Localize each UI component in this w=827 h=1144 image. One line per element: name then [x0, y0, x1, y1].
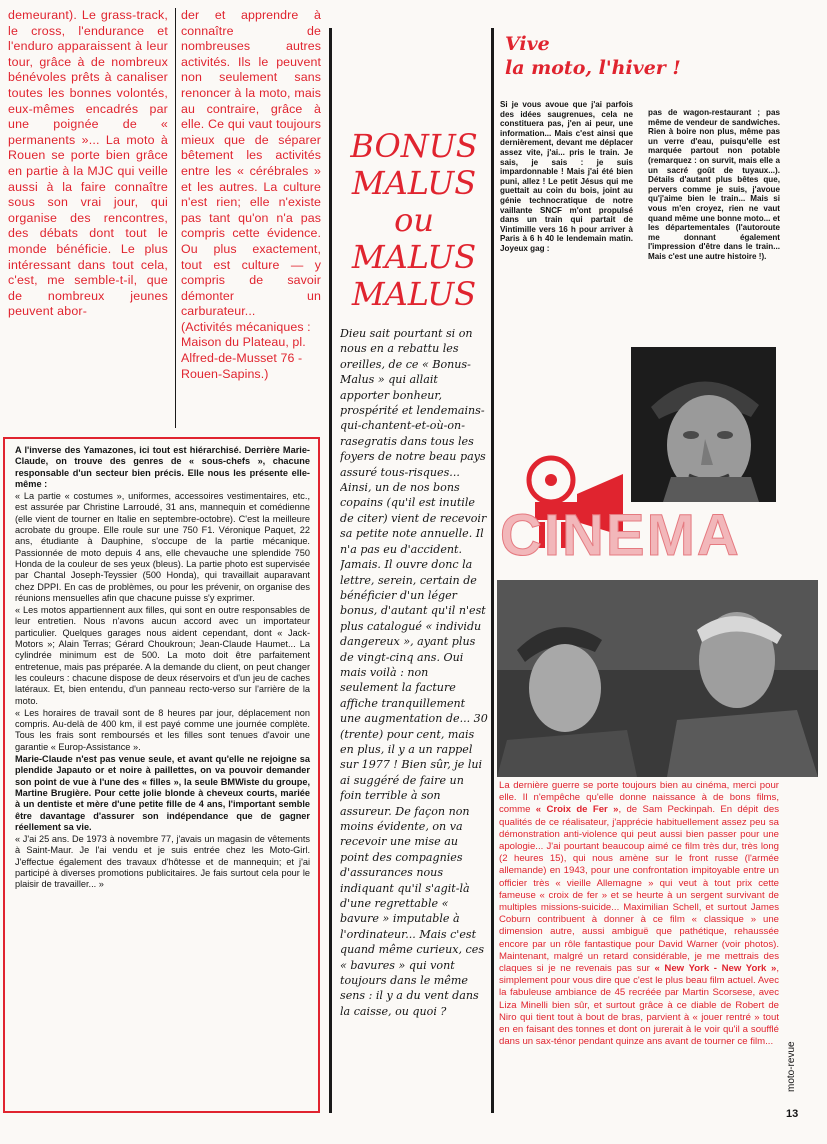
vive-text-right [648, 108, 780, 334]
film-title: « Croix de Fer » [535, 804, 619, 816]
box-paragraph: « La partie « costumes », uniformes, accessoires vestimentaires, etc., est assurée par Christine Larroudé, 31 ans, mannequin et comédienne (elle vient de tourner en Italie en septembre-octobre). C'est la meilleure acrobate du groupe. Elle roule sur une 750 F1. Véronique Paquet, 22 ans, étudiante à Dauphine, s'occupe de la partie mécanique. Passionnée de moto depuis 4 ans, elle chevauche une splendide 750 Honda de la couleur de ses yeux (bleus). La partie photo est supervisée par Chantal Joseph-Teyssier (500 Honda), qui travaillait auparavant chez DPPI. En cas de problèmes, ou pour les prévenir, on organise des réunions mensuelles afin que chacune puisse s'y exprimer. [15, 491, 310, 603]
address-text: (Activités mécaniques : Maison du Plateau, pl. Alfred-de-Musset 76 - Rouen-Sapins.) [181, 319, 311, 381]
cinema-logo-text: CINEMA [500, 503, 741, 568]
page-number: 13 [786, 1108, 799, 1120]
bonus-malus-title [336, 128, 492, 313]
column-divider [491, 28, 494, 1113]
title-line: MALUS [351, 164, 477, 202]
article-text: Dieu sait pourtant si on nous en a rebattu les oreilles, de ce « Bonus-Malus » qui allait apporter bonheur, prospérité et lendemains-qui-chantent-et-où-on-rasegratis dans tous les foyers de notre beau pays assuré tous-risques... Ainsi, un de nos bons copains (qu'il est inutile de citer) vient de recevoir sa petite note annuelle. Il n'a pas eu d'accident. Jamais. Il ouvre donc la lettre, serein, certain de bénéficier d'un léger bonus, d'autant qu'il n'est plus catalogué « individu dangereux », ayant plus de vingt-cinq ans. Oui mais voilà : non seulement la facture affiche tranquillement une augmentation de... 30 (trente) pour cent, mais en plus, il y a un rappel sur 1977 ! Bien sûr, je lui ai suggéré de faire un foin terrible à son assureur. De façon non moins évidente, on va recevoir une mise au point des compagnies d'assurances nous indiquant qu'il s'agit-là d'une regrettable « bavure » imputable à l'ordinateur... Mais c'est quand même curieux, ces « bavures » qui vont toujours dans le même sens : il y a du vent dans la caisse, ou quoi ? [340, 327, 488, 1018]
sidebar-box [3, 437, 320, 1113]
article-text: der et apprendre à connaître de nombreuses autres activités. Ils le peuvent non seulement sans renoncer à la moto, mais au contraire, grâce à elle. Ce qui vaut toujours mieux que de séparer bêtement les activités entre les « cérébrales » et les autres. La culture n'est rien; elle n'existe pas tant qu'on n'a pas compris cette évidence. Ou plus exactement, tout est culture — y compris de savoir démonter un carburateur... [181, 8, 321, 319]
article-text: demeurant). Le grass-track, le cross, l'endurance et l'enduro apparaissent à leur tour, grâce à de nombreux bénévoles prêts à canaliser toutes les bonnes volontés, eux-mêmes encadrés par une poignée de « permanents »... La moto à Rouen se porte bien grâce en partie à la MJC qui veille aussi à la faire connaître sous son vrai jour, qui organise des rencontres, des débats dont tout le monde bénéficie. Le plus intéressant dans tout cela, c'est, me semble-t-il, que de nombreux jeunes peuvent abor- [8, 8, 168, 319]
title-line: MALUS [351, 238, 477, 276]
article-text: Si je vous avoue que j'ai parfois des idées saugrenues, cela ne constituera pas, j'en ai peur, une information... Mais c'est ainsi que dernièrement, devant me déplacer assez vite, j'ai... pris le train. Je sais, je sais : je suis impardonnable ! Mais j'ai été bien puni, allez ! Le petit Jésus qui me guettait au coin du bois, joint au génie technocratique de notre vaillante SNCF m'ont propulsé dans un train qui partait de Vintimille vers 16 h pour arriver à Paris à 6 h 40 le lendemain matin. Joyeux gag : [500, 100, 633, 253]
soldiers-illustration [497, 580, 818, 777]
title-line: la moto, l'hiver ! [505, 57, 681, 79]
magazine-name: moto-revue [786, 1041, 797, 1092]
film-still-photo [497, 580, 818, 777]
article-column-b [181, 8, 321, 432]
portrait-illustration [631, 347, 776, 502]
box-paragraph: « Les horaires de travail sont de 8 heures par jour, déplacement non compris. Au-delà de 400 km, il est payé comme une journée complète. Tous les frais sont remboursés et les filles sont tenues d'avoir une garantie « Europ-Assistance ». [15, 707, 310, 752]
title-line: Vive [505, 33, 550, 55]
cinema-text [499, 780, 779, 1114]
box-paragraph: « J'ai 25 ans. De 1973 à novembre 77, j'avais un magasin de vêtements à Saint-Maur. Je l'ai vendu et je suis entrée chez les Moto-Girl. J'effectue également des travaux d'hôtesse et de mannequin; et j'ai participé à diverses promotions publicitaires. Je fais surtout cela pour le plaisir de travailler... » [15, 834, 310, 890]
film-still-photo [631, 347, 776, 502]
cinema-text-part: , simplement pour vous dire que c'est le plus beau film actuel. Avec la fabuleuse ambiance de 45 recréée par Martin Scorsese, avec Liza Minelli bien sûr, et surtout grâce à ce diable de Robert de Niro qui tient tout à bout de bras, parvient à « jouer rentré » tout en en faisant des tonnes et dont on jurerait à le voir qu'il a soufflé dans un sax-ténor pendant quinze ans avant de tourner ce film... [499, 963, 779, 1048]
title-line: BONUS [350, 127, 478, 165]
title-line: MALUS [351, 275, 477, 313]
article-text: pas de wagon-restaurant ; pas même de vendeur de sandwiches. Rien à boire non plus, même pas un verre d'eau, puisqu'elle est marquée partout non potable (remarquez : on survit, mais elle a un sacré goût de tuyaux...). Détails d'autant plus bêtes que, pervers comme je suis, j'avoue qu'j'aime bien le train... Mais si vous m'en croyez, rien ne vaut quand même une bonne moto... et les départementales (l'autoroute me donnant également l'impression d'être dans le train... Mais c'est une autre histoire !). [648, 108, 780, 261]
column-divider [329, 28, 332, 1113]
film-title: « New York - New York » [654, 963, 777, 975]
cinema-text-part: La dernière guerre se porte toujours bien au cinéma, merci pour elle. Il n'empêche qu'elle donne naissance à de bons films, comme [499, 780, 779, 816]
vive-la-moto-title [505, 32, 805, 80]
vive-text-left [500, 100, 633, 334]
title-line: ou [394, 201, 434, 239]
box-intro: A l'inverse des Yamazones, ici tout est hiérarchisé. Derrière Marie-Claude, on trouve des genres de « sous-chefs », chacune responsable d'un secteur bien précis. Elle nous les présente elle-même : [15, 445, 310, 489]
box-paragraph-bold: Marie-Claude n'est pas venue seule, et avant qu'elle ne rejoigne sa plendide Japauto or et noire à paillettes, on va pouvoir demander son point de vue à l'une des « filles », la seule BMWiste du groupe, Martine Brugière. Pour cette jolie blonde à cheveux courts, mariée à un dentiste et mère d'une petite fille de 4 ans, l'important semble être davantage d'assurer son indépendance que de gagner réellement sa vie. [15, 754, 310, 832]
bonus-malus-text [340, 326, 488, 1116]
column-divider [175, 8, 176, 428]
box-paragraph: « Les motos appartiennent aux filles, qui sont en outre responsables de leur entretien. Nous n'avons aucun accord avec un importateur particulier. Quelques garages nous aident cependant, dont « Jack-Motors »; Alain Terras; Gérard Choukroun; Jean-Claude Haumet... La cylindrée minimum est de 500. La moto doit être parfaitement entretenue, mais pas préparée. A la demande du client, on peut changer les couleurs : chacune dispose de deux réservoirs et d'un jeu de caches latéraux. Et, bien entendu, d'un panneau recto-verso sur l'arrière de la moto. [15, 605, 310, 706]
cinema-text-part: , de Sam Peckinpah. En dépit des qualités de ce réalisateur, j'apprécie habituellement assez peu sa démonstration anti-violence qui peut aussi bien passer pour une apologie... J'ai pourtant beaucoup aimé ce film très dur, très long (2 heures 15), qui nous amène sur le front russe (l'armée allemande) en 1943, pour une confrontation impitoyable entre un officier très « vieille Allemagne » qui veut à tout prix cette fameuse « croix de fer » et se heurte à un sergent survivant de multiples missions-suicide... Maximilian Schell, et surtout James Coburn contribuent à donner à ce film « classique » une dimension autre, aussi ambiguë que pathétique, rehaussée encore par un rôle fantastique pour David Warner (voir photos). Maintenant, malgré un retard considérable, je me mettrais des claques si je ne revenais pas sur [499, 804, 779, 975]
article-column-a [8, 8, 168, 432]
